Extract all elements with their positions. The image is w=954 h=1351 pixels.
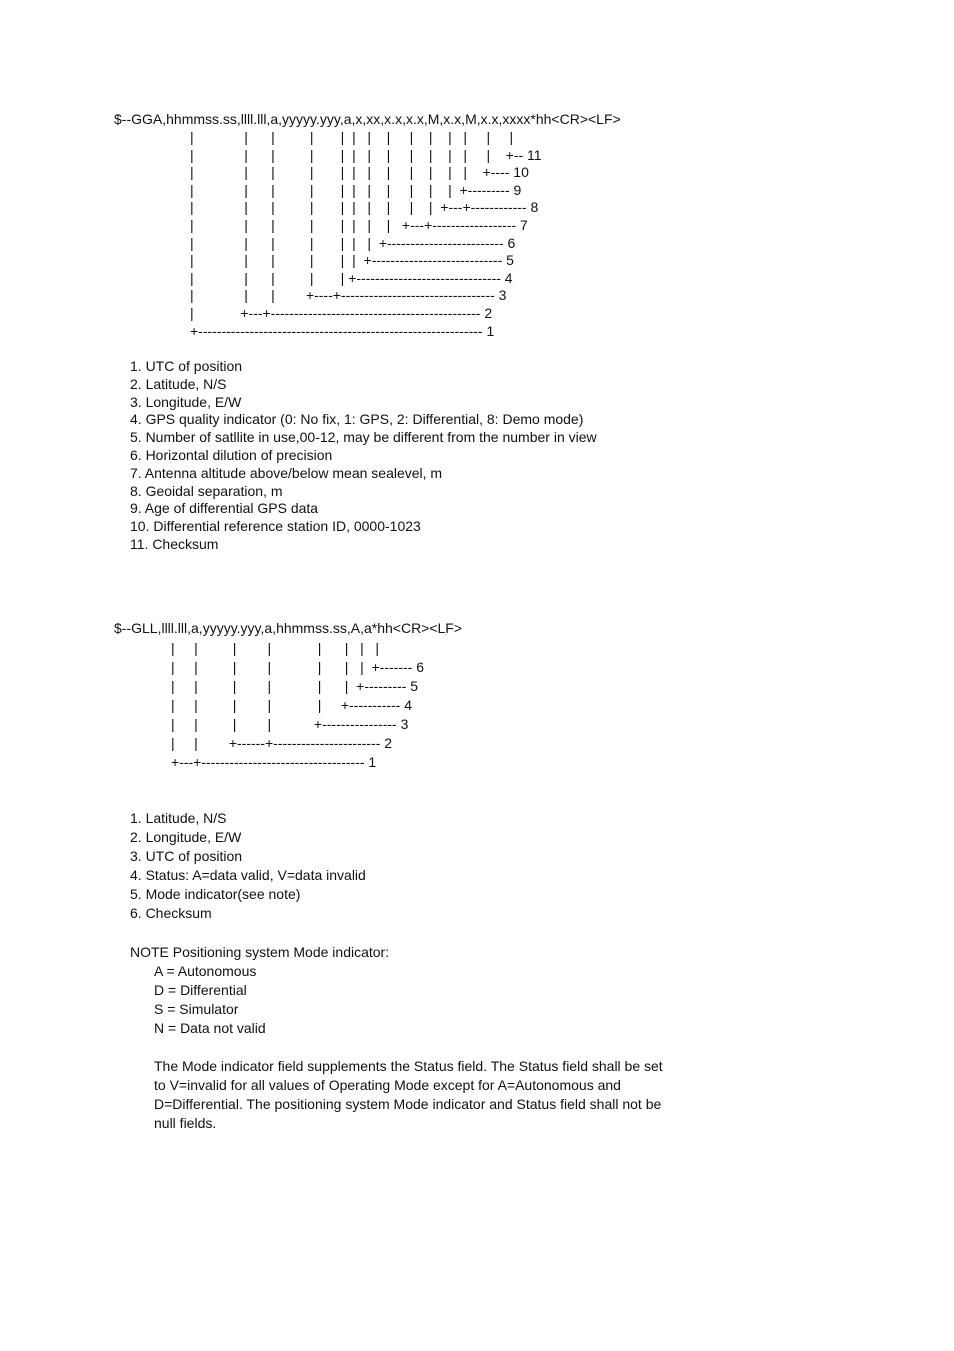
gga-field-item: 1. UTC of position	[130, 358, 243, 374]
gga-field-item: 10. Differential reference station ID, 0000-1023	[130, 518, 421, 535]
gga-diagram-line: | | | | | | +---------------------------- 5	[190, 252, 514, 269]
gll-diagram-line: | | | | | | | +------- 6	[171, 659, 424, 675]
gll-diagram-line: | | | | | | +--------- 5	[171, 678, 418, 694]
gga-field-item: 3. Longitude, E/W	[130, 393, 242, 410]
mode-indicator-item: A = Autonomous	[154, 963, 257, 979]
gga-field-item: 8. Geoidal separation, m	[130, 482, 283, 499]
mode-indicator-item: S = Simulator	[154, 1001, 239, 1017]
mode-indicator-list	[154, 962, 266, 1038]
gll-sentence: $--GLL,llll.lll,a,yyyyy.yyy,a,hhmmss.ss,A,a*hh<CR><LF>	[114, 620, 463, 636]
gga-field-item: 9. Age of differential GPS data	[130, 500, 319, 517]
gll-field-item: 3. UTC of position	[130, 848, 243, 864]
gll-field-item: 6. Checksum	[130, 905, 212, 921]
mode-indicator-item: D = Differential	[154, 982, 247, 998]
gll-field-item: 4. Status: A=data valid, V=data invalid	[130, 867, 366, 883]
gll-diagram-line: | | | | +---------------- 3	[171, 716, 409, 732]
gga-diagram-line: | | | | | | | +------------------------- 6	[190, 234, 516, 251]
gga-diagram-line: | | | | | | | | | | | +--------- 9	[190, 181, 522, 198]
gll-field-item: 2. Longitude, E/W	[130, 829, 242, 845]
gga-diagram-line: | | | +----+--------------------------------- 3	[190, 287, 507, 304]
gga-field-item: 7. Antenna altitude above/below mean sealevel, m	[130, 464, 443, 481]
gll-diagram-line: | | | | | | | |	[171, 640, 380, 656]
gga-diagram-line: | | | | | | | | | | | | | +-- 11	[190, 146, 542, 163]
gga-field-item: 6. Horizontal dilution of precision	[130, 446, 333, 463]
gga-diagram-line: | | | | | | | | +---+------------------ 7	[190, 216, 528, 233]
mode-indicator-item: N = Data not valid	[154, 1020, 266, 1036]
gll-field-item: 1. Latitude, N/S	[130, 810, 227, 826]
gll-field-list	[130, 809, 366, 923]
note-title: NOTE Positioning system Mode indicator:	[130, 944, 390, 960]
gga-diagram-line: | | | | | | | | | | | | +---- 10	[190, 164, 529, 181]
gga-diagram-line: | +---+--------------------------------------------- 2	[190, 304, 493, 321]
gga-field-item: 11. Checksum	[130, 535, 219, 552]
gga-diagram-line: +------------------------------------------------------------- 1	[190, 322, 495, 339]
gll-diagram-line: | | +------+----------------------- 2	[171, 735, 393, 751]
gll-diagram-line: | | | | | +----------- 4	[171, 697, 413, 713]
gga-field-diagram	[190, 129, 542, 340]
gll-diagram-line: +---+----------------------------------- 1	[171, 754, 377, 770]
gga-field-item: 4. GPS quality indicator (0: No fix, 1: GPS, 2: Differential, 8: Demo mode)	[130, 411, 584, 428]
note-paragraph: The Mode indicator field supplements the Status field. The Status field shall be set to V=invalid for all values of Operating Mode except for A=Autonomous and D=Differential. The positioning system Mode indicator and Status field shall not be null fields.	[154, 1058, 663, 1131]
gga-diagram-line: | | | | | | | | | | | | | |	[190, 129, 514, 145]
gll-field-item: 5. Mode indicator(see note)	[130, 886, 301, 902]
gll-field-diagram	[171, 639, 424, 772]
gga-field-list	[130, 358, 597, 554]
gga-field-item: 5. Number of satllite in use,00-12, may be different from the number in view	[130, 429, 597, 446]
gga-diagram-line: | | | | | | | | | | +---+------------ 8	[190, 199, 539, 216]
gga-sentence: $--GGA,hhmmss.ss,llll.lll,a,yyyyy.yyy,a,x,xx,x.x,x.x,M,x.x,M,x.x,xxxx*hh<CR><LF>	[114, 111, 621, 127]
gga-diagram-line: | | | | | +------------------------------- 4	[190, 269, 513, 286]
gga-field-item: 2. Latitude, N/S	[130, 375, 227, 392]
